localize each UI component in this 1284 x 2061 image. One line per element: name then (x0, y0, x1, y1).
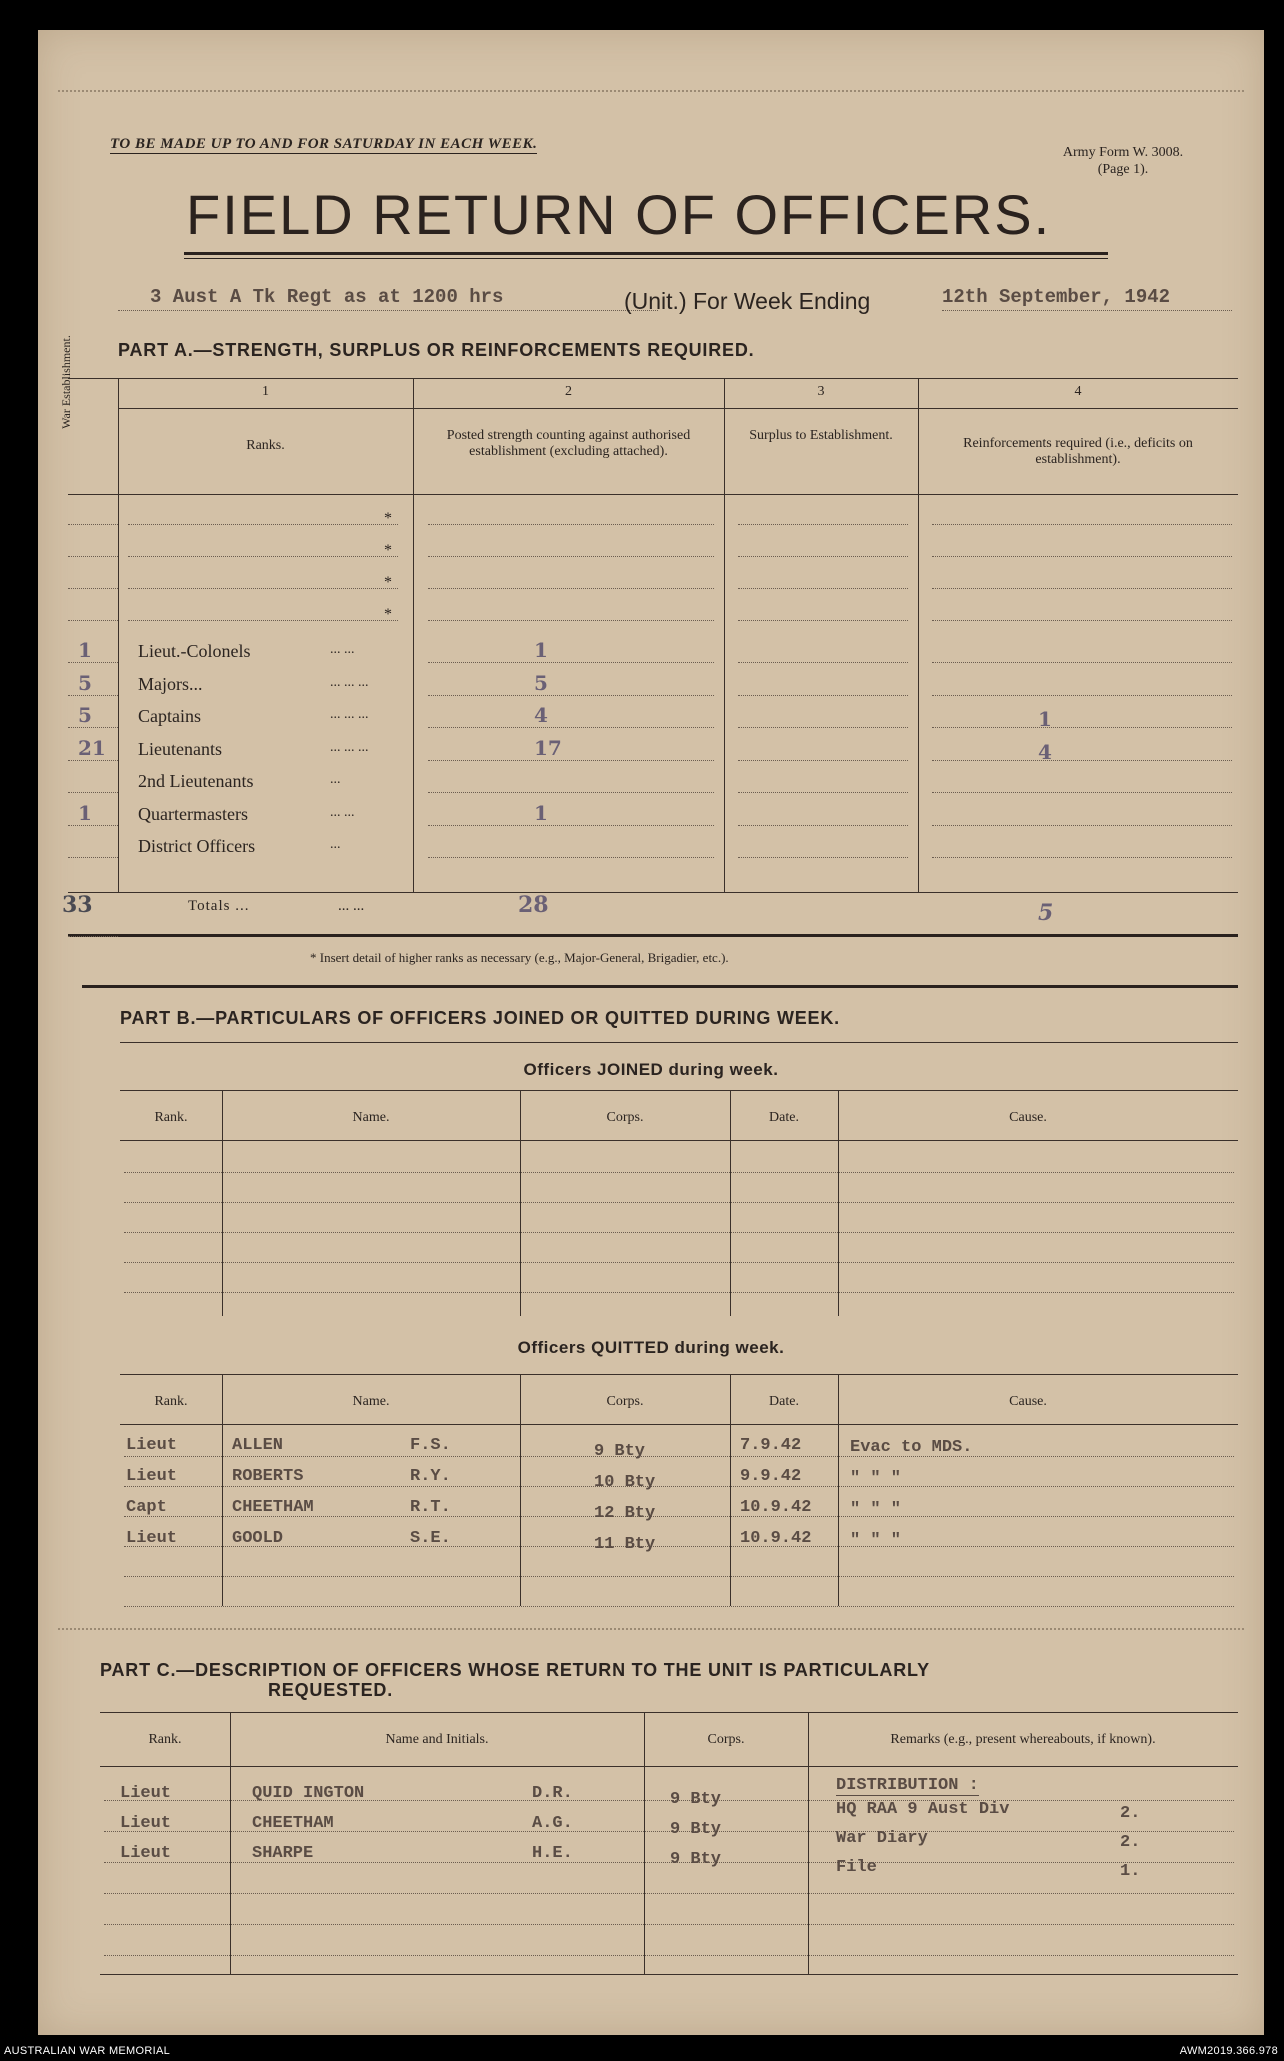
officer-date: 10.9.42 (740, 1529, 812, 1548)
blank-est-line (68, 556, 118, 557)
officer-rank: Lieut (126, 1436, 178, 1455)
posted-value: 17 (534, 735, 562, 760)
blank-row-line (738, 588, 908, 589)
est-line (68, 662, 118, 663)
war-establishment-value: 5 (78, 703, 92, 727)
row-line (738, 760, 908, 761)
part-b-heading: PART B.—PARTICULARS OF OFFICERS JOINED OR QUITTED DURING WEEK. (120, 1008, 840, 1028)
part-a-vline-4 (918, 378, 919, 892)
requested-surname: SHARPE (252, 1844, 314, 1863)
distribution-count: 1. (1120, 1862, 1141, 1881)
form-id (1018, 144, 1228, 178)
part-a-number-rule (118, 408, 1238, 409)
est-line (68, 695, 118, 696)
week-ending-value: 12th September, 1942 (942, 286, 1171, 308)
form-number: Army Form W. 3008. (1062, 145, 1184, 160)
rank-leader: ... ... ... (330, 707, 369, 722)
officer-corps: 11 Bty (594, 1535, 656, 1554)
officer-rank: Lieut (126, 1467, 178, 1486)
row-line (738, 792, 908, 793)
column-header-cause: Cause. (1009, 1394, 1047, 1409)
officer-corps: 9 Bty (594, 1442, 646, 1461)
totals-posted: 28 (518, 892, 549, 918)
requested-rank: Lieut (120, 1784, 172, 1803)
part-c-heading: PART C.—DESCRIPTION OF OFFICERS WHOSE RETURN TO THE UNIT IS PARTICULARLY (100, 1660, 930, 1680)
part-c-row-line (104, 1924, 1234, 1925)
part-c-top-rule (100, 1712, 1238, 1713)
officer-surname: ROBERTS (232, 1467, 304, 1486)
table-row-line (124, 1546, 1234, 1547)
war-establishment-value: 5 (78, 670, 92, 695)
table-row-line (124, 1456, 1234, 1457)
part-a-end-rule (68, 934, 1238, 937)
quitted-heading: Officers QUITTED during week. (517, 1338, 785, 1357)
row-line (428, 792, 714, 793)
officer-date: 7.9.42 (740, 1436, 802, 1455)
part-c-heading-line2: REQUESTED. (268, 1680, 394, 1700)
part-c-header-rule (100, 1766, 1238, 1767)
row-line (738, 857, 908, 858)
distribution-title: DISTRIBUTION : (836, 1776, 979, 1795)
requested-initials: A.G. (532, 1814, 573, 1833)
blank-row-line (932, 556, 1232, 557)
rank-name: Quartermasters (138, 803, 248, 824)
requested-rank: Lieut (120, 1844, 172, 1863)
part-c-bottom-rule (100, 1974, 1238, 1975)
row-line (428, 695, 714, 696)
blank-rank-line (128, 524, 398, 525)
distribution-count: 2. (1120, 1804, 1141, 1823)
requested-rank: Lieut (120, 1814, 172, 1833)
officer-surname: ALLEN (232, 1436, 284, 1455)
totals-label: Totals ... (188, 898, 250, 914)
officer-date: 10.9.42 (740, 1498, 812, 1517)
footer-credit: AUSTRALIAN WAR MEMORIAL (4, 2045, 171, 2057)
row-line (428, 662, 714, 663)
war-establishment-value: 21 (78, 735, 106, 760)
table-row-line (124, 1606, 1234, 1607)
blank-row-line (428, 588, 714, 589)
row-line (932, 792, 1232, 793)
officer-cause: " " " (850, 1500, 902, 1519)
rank-leader: ... (330, 837, 341, 852)
unit-dotted-line (118, 310, 658, 311)
part-c-column-rule (644, 1712, 645, 1974)
col-number-2: 2 (565, 384, 572, 399)
requested-corps: 9 Bty (670, 1850, 722, 1869)
higher-rank-marker: * (384, 510, 392, 527)
part-a-top-rule (68, 378, 1238, 379)
posted-strength-header: Posted strength counting against authorised establishment (excluding attached). (446, 428, 691, 459)
blank-row-line (932, 524, 1232, 525)
reinforcements-header: Reinforcements required (i.e., deficits on establishment). (963, 436, 1193, 467)
row-line (932, 825, 1232, 826)
est-line (68, 792, 118, 793)
table-row-line (124, 1202, 1234, 1203)
rank-name: 2nd Lieutenants (138, 771, 254, 791)
est-line (68, 727, 118, 728)
rank-name: Lieutenants (138, 738, 222, 759)
part-c-column-rule (230, 1712, 231, 1974)
totals-establishment: 33 (62, 892, 93, 918)
rank-leader: ... ... ... (330, 739, 369, 755)
table-row-line (124, 1232, 1234, 1233)
war-establishment-label: War Establishment. (59, 335, 73, 429)
column-header-cause: Cause. (1009, 1110, 1047, 1125)
title-underline-thin (184, 258, 1108, 259)
col-number-3: 3 (817, 384, 825, 399)
officer-rank: Capt (126, 1498, 167, 1517)
officer-initials: R.T. (410, 1498, 451, 1517)
row-line (428, 857, 714, 858)
form-sheet (38, 30, 1264, 2035)
officer-date: 9.9.42 (740, 1467, 802, 1486)
requested-initials: D.R. (532, 1784, 573, 1803)
row-line (932, 662, 1232, 663)
part-a-vline-1 (118, 378, 119, 892)
rank-leader: ... ... ... (330, 674, 369, 690)
blank-rank-line (128, 620, 398, 621)
requested-initials: H.E. (532, 1844, 573, 1863)
row-line (738, 662, 908, 663)
officer-initials: S.E. (410, 1529, 451, 1548)
perforation-top (58, 90, 1244, 92)
row-line (428, 825, 714, 826)
requested-corps: 9 Bty (670, 1790, 722, 1809)
distribution-count: 2. (1120, 1833, 1141, 1852)
officer-initials: F.S. (410, 1436, 451, 1455)
row-line (738, 825, 908, 826)
column-header-name: Name. (352, 1394, 390, 1409)
totals-leader: ... ... (338, 898, 365, 914)
distribution-recipient: File (836, 1858, 877, 1877)
part-a-footnote: * Insert detail of higher ranks as necessary (e.g., Major-General, Brigadier, etc.). (310, 950, 729, 965)
weekly-instruction: TO BE MADE UP TO AND FOR SATURDAY IN EACH WEEK. (110, 136, 538, 152)
rank-name: District Officers (138, 836, 256, 856)
totals-est-dots (68, 936, 118, 937)
war-establishment-value: 1 (78, 800, 92, 825)
officer-rank: Lieut (126, 1529, 178, 1548)
week-ending-dotted-line (942, 310, 1232, 311)
requested-surname: QUID INGTON (252, 1784, 365, 1803)
part-a-header-rule (68, 494, 1238, 495)
officer-corps: 12 Bty (594, 1504, 656, 1523)
rank-leader: ... ... (330, 804, 355, 820)
part-a-vline-3 (724, 378, 725, 892)
officer-surname: CHEETHAM (232, 1498, 314, 1517)
officer-cause: " " " (850, 1531, 902, 1550)
est-line (68, 825, 118, 826)
table-row-line (124, 1486, 1234, 1487)
posted-value: 1 (534, 638, 548, 662)
part-a-heading: PART A.—STRENGTH, SURPLUS OR REINFORCEMENTS REQUIRED. (118, 340, 755, 360)
higher-rank-marker: * (384, 542, 392, 559)
rank-name: Majors... (138, 673, 203, 694)
surplus-header: Surplus to Establishment. (749, 428, 893, 443)
part-a-bottom-rule (68, 892, 1238, 893)
blank-row-line (428, 620, 714, 621)
blank-est-line (68, 588, 118, 589)
blank-row-line (738, 524, 908, 525)
row-line (932, 727, 1232, 728)
part-b-heading-rule (120, 1042, 1238, 1043)
column-header-corps: Corps. (606, 1110, 644, 1125)
officer-initials: R.Y. (410, 1467, 451, 1486)
officer-cause: Evac to MDS. (850, 1438, 973, 1457)
table-header-rule (120, 1424, 1238, 1425)
column-header-corps: Corps. (606, 1394, 644, 1409)
column-header-date: Date. (769, 1110, 799, 1125)
requested-corps: 9 Bty (670, 1820, 722, 1839)
rank-leader: ... ... (330, 642, 355, 657)
officer-cause: " " " (850, 1469, 902, 1488)
blank-row-line (428, 524, 714, 525)
war-establishment-value: 1 (78, 638, 92, 662)
column-header-date: Date. (769, 1394, 799, 1409)
blank-est-line (68, 620, 118, 621)
part-c-row-line (104, 1893, 1234, 1894)
requested-surname: CHEETHAM (252, 1814, 334, 1833)
reinforcements-value: 4 (1038, 739, 1052, 764)
higher-rank-marker: * (384, 606, 392, 623)
joined-heading: Officers JOINED during week. (523, 1060, 779, 1079)
row-line (932, 695, 1232, 696)
column-header-rank: Rank. (154, 1110, 188, 1125)
blank-row-line (428, 556, 714, 557)
rank-leader: ... (330, 772, 341, 787)
footer-accession: AWM2019.366.978 (1179, 2045, 1278, 2057)
unit-value: 3 Aust A Tk Regt as at 1200 hrs (150, 286, 504, 308)
ranks-header: Ranks. (246, 438, 285, 453)
blank-row-line (738, 556, 908, 557)
blank-est-line (68, 524, 118, 525)
part-b-top-rule (82, 985, 1238, 988)
perforation-bottom (58, 1628, 1244, 1630)
blank-row-line (932, 620, 1232, 621)
posted-value: 1 (534, 800, 548, 825)
table-row-line (124, 1292, 1234, 1293)
page-title: FIELD RETURN OF OFFICERS. (186, 183, 1052, 246)
part-a-vline-2 (413, 378, 414, 892)
table-row-line (124, 1262, 1234, 1263)
totals-reinforcements: 5 (1038, 900, 1054, 926)
rank-name: Captains (138, 706, 201, 726)
distribution-recipient: War Diary (836, 1829, 928, 1848)
row-line (738, 727, 908, 728)
row-line (428, 727, 714, 728)
table-header-rule (120, 1140, 1238, 1141)
table-row-line (124, 1172, 1234, 1173)
row-line (932, 857, 1232, 858)
table-top-rule (120, 1090, 1238, 1091)
blank-rank-line (128, 556, 398, 557)
row-line (428, 760, 714, 761)
blank-row-line (932, 588, 1232, 589)
table-row-line (124, 1576, 1234, 1577)
rank-name: Lieut.-Colonels (138, 641, 251, 661)
column-header-rank: Rank. (154, 1394, 188, 1409)
higher-rank-marker: * (384, 574, 392, 591)
title-underline (184, 252, 1108, 255)
posted-value: 4 (534, 703, 548, 727)
part-c-row-line (104, 1955, 1234, 1956)
reinforcements-value: 1 (1038, 707, 1052, 731)
unit-label: (Unit.) For Week Ending (624, 288, 871, 314)
blank-row-line (738, 620, 908, 621)
row-line (738, 695, 908, 696)
part-c-column-header: Name and Initials. (385, 1732, 489, 1747)
blank-rank-line (128, 588, 398, 589)
column-header-name: Name. (352, 1110, 390, 1125)
col-number-4: 4 (1074, 384, 1082, 399)
col-number-1: 1 (262, 384, 269, 399)
part-c-column-rule (808, 1712, 809, 1974)
posted-value: 5 (534, 670, 548, 695)
part-c-column-header: Remarks (e.g., present whereabouts, if known). (890, 1732, 1156, 1747)
part-c-column-header: Corps. (707, 1732, 745, 1747)
page-number: (Page 1). (1097, 162, 1149, 177)
officer-surname: GOOLD (232, 1529, 284, 1548)
est-line (68, 760, 118, 761)
part-c-column-header: Rank. (148, 1732, 182, 1747)
row-line (932, 760, 1232, 761)
table-top-rule (120, 1374, 1238, 1375)
est-line (68, 857, 118, 858)
officer-corps: 10 Bty (594, 1473, 656, 1492)
distribution-recipient: HQ RAA 9 Aust Div (836, 1800, 1010, 1819)
